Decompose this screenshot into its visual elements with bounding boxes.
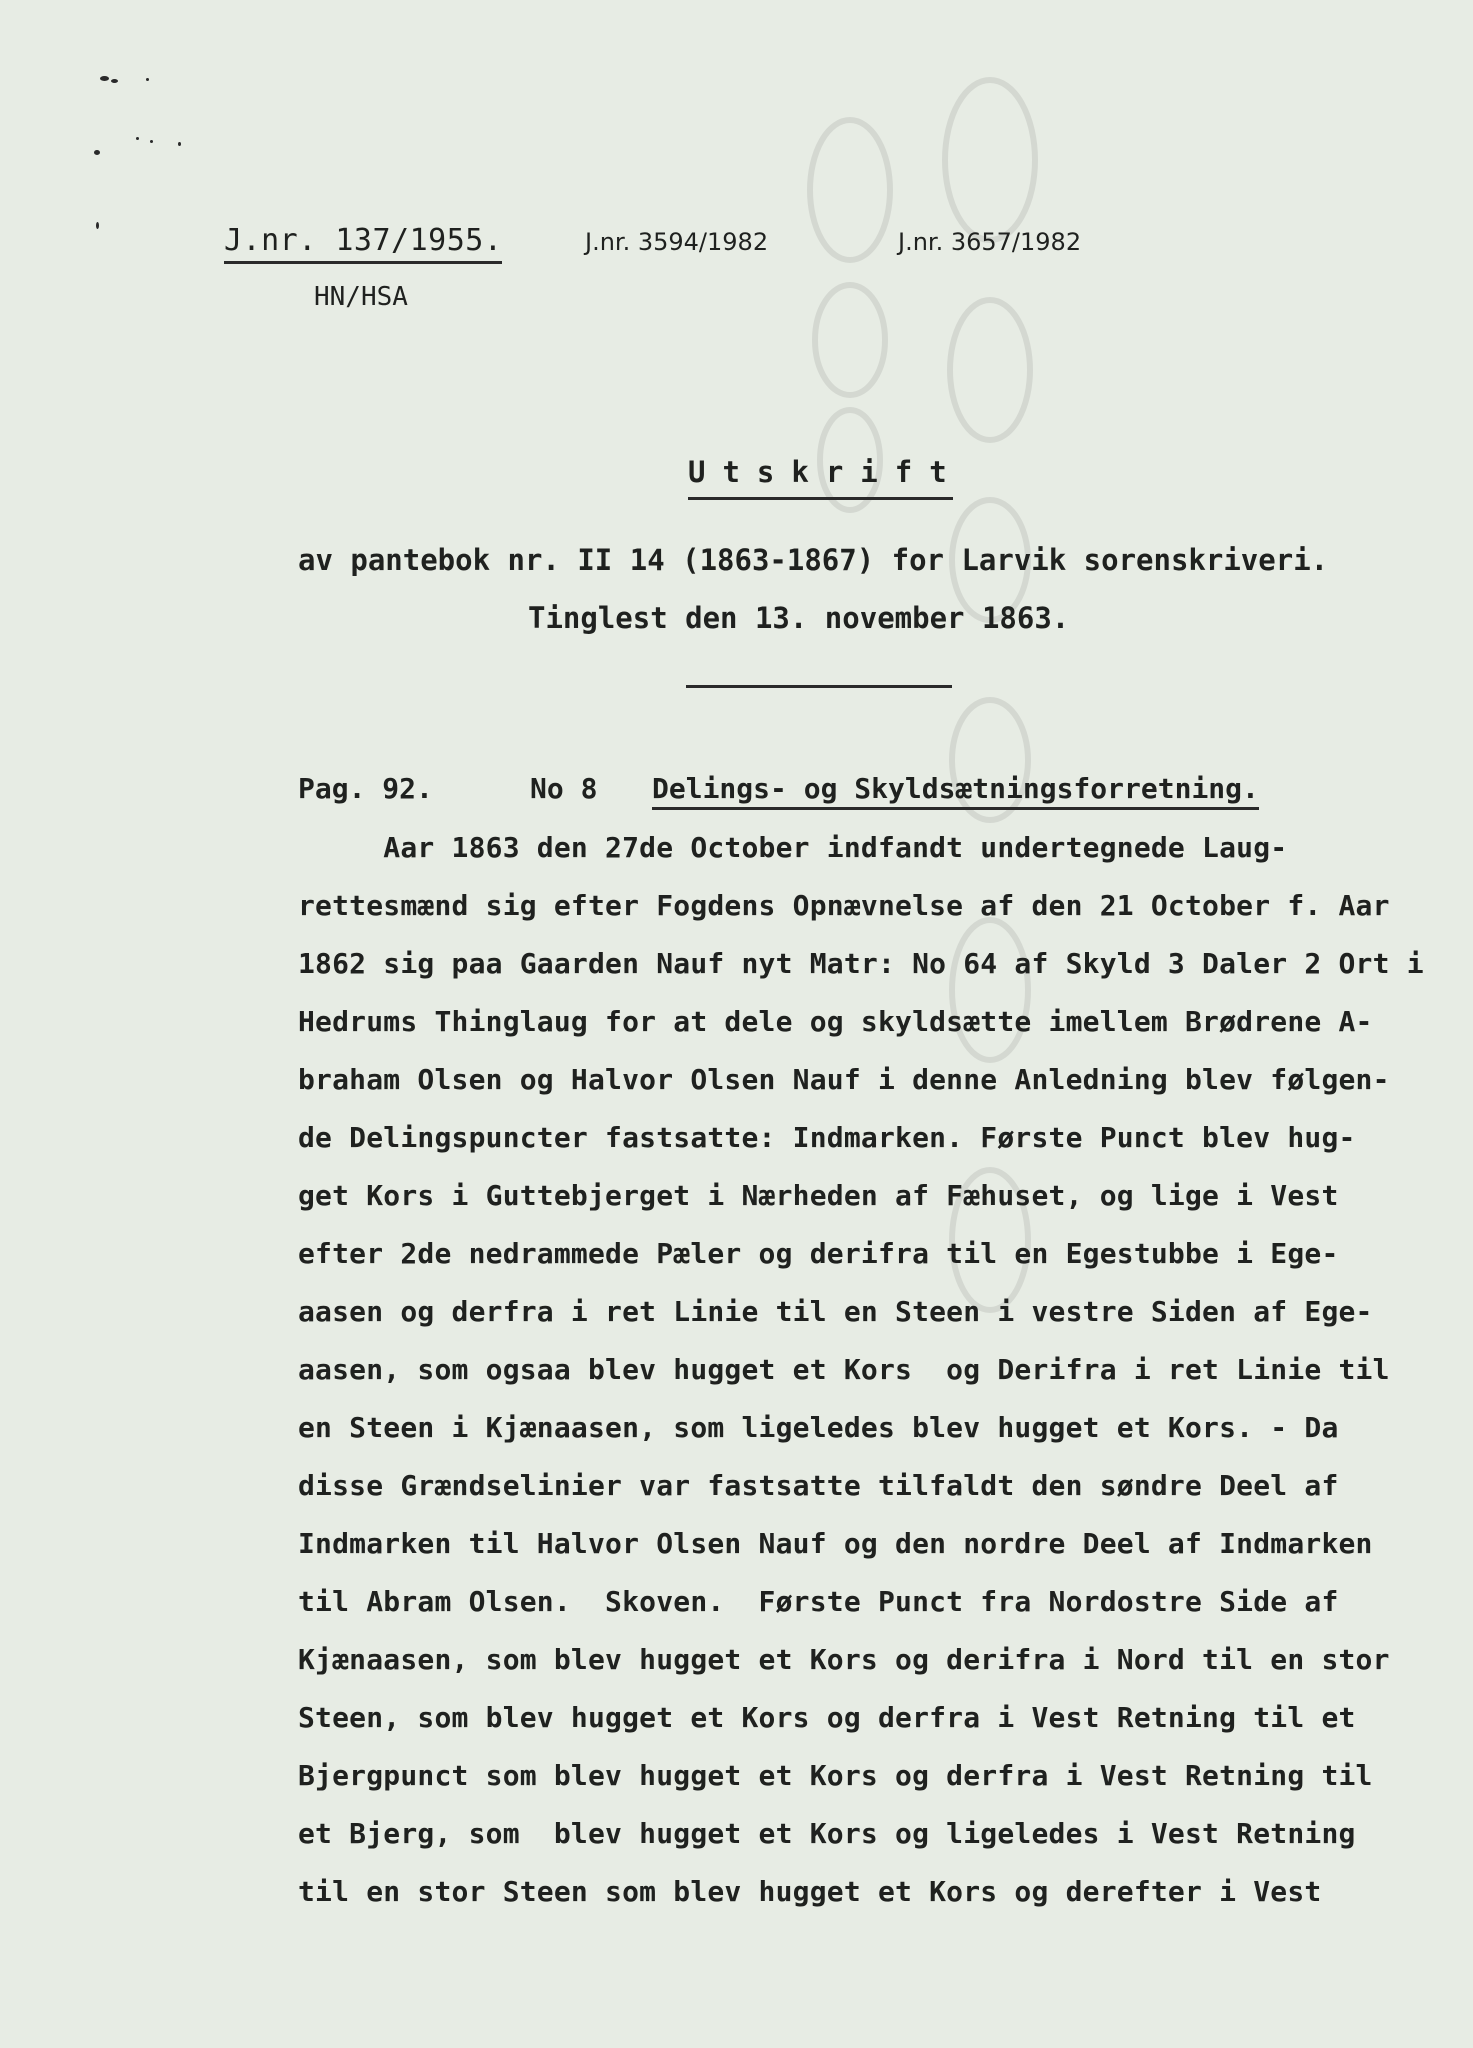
body-line: aasen, som ogsaa blev hugget et Kors og Derifra i ret Linie til (298, 1353, 1390, 1386)
margin-speck (150, 140, 153, 143)
journal-number-stamp-1: J.nr. 3594/1982 (585, 228, 769, 256)
entry-heading: Delings- og Skyldsætningsforretning. (652, 771, 1259, 810)
body-line: de Delingspuncter fastsatte: Indmarken. Første Punct blev hug- (298, 1121, 1356, 1154)
entry-number: No 8 (530, 772, 598, 805)
page-reference: Pag. 92. (298, 772, 433, 805)
body-line: Kjænaasen, som blev hugget et Kors og derifra i Nord til en stor (298, 1643, 1390, 1676)
journal-number-main: J.nr. 137/1955. (224, 223, 502, 264)
body-line: til en stor Steen som blev hugget et Kors og derefter i Vest (298, 1875, 1322, 1908)
body-line: Bjergpunct som blev hugget et Kors og derfra i Vest Retning til (298, 1759, 1373, 1792)
body-line: Steen, som blev hugget et Kors og derfra i Vest Retning til et (298, 1701, 1356, 1734)
margin-speck (96, 222, 99, 229)
margin-speck (146, 78, 149, 81)
body-line: et Bjerg, som blev hugget et Kors og ligeledes i Vest Retning (298, 1817, 1356, 1850)
body-line: efter 2de nedrammede Pæler og derifra til en Egestubbe i Ege- (298, 1237, 1339, 1270)
body-line: rettesmænd sig efter Fogdens Opnævnelse af den 21 October f. Aar (298, 889, 1390, 922)
document-title: Utskrift (688, 455, 964, 489)
body-line: braham Olsen og Halvor Olsen Nauf i denne Anledning blev følgen- (298, 1063, 1390, 1096)
margin-speck (111, 79, 118, 83)
body-line: 1862 sig paa Gaarden Nauf nyt Matr: No 64 af Skyld 3 Daler 2 Ort i (298, 947, 1424, 980)
body-line: aasen og derfra i ret Linie til en Steen i vestre Siden af Ege- (298, 1295, 1373, 1328)
subtitle-line-2: Tinglest den 13. november 1863. (528, 601, 1070, 635)
body-line: en Steen i Kjænaasen, som ligeledes blev hugget et Kors. - Da (298, 1411, 1339, 1444)
margin-speck (94, 150, 100, 155)
title-underline (688, 497, 953, 500)
body-line: Hedrums Thinglaug for at dele og skyldsætte imellem Brødrene A- (298, 1005, 1373, 1038)
margin-speck (100, 76, 109, 81)
body-line: Indmarken til Halvor Olsen Nauf og den nordre Deel af Indmarken (298, 1527, 1373, 1560)
margin-speck (178, 142, 181, 146)
subtitle-line-1: av pantebok nr. II 14 (1863-1867) for Larvik sorenskriveri. (298, 543, 1329, 577)
body-line: disse Grændselinier var fastsatte tilfaldt den søndre Deel af (298, 1469, 1339, 1502)
journal-number-stamp-2: J.nr. 3657/1982 (898, 228, 1082, 256)
body-line: Aar 1863 den 27de October indfandt undertegnede Laug- (298, 831, 1288, 864)
body-line: get Kors i Guttebjerget i Nærheden af Fæhuset, og lige i Vest (298, 1179, 1339, 1212)
separator-rule (686, 685, 952, 688)
initials: HN/HSA (314, 282, 408, 312)
body-line: til Abram Olsen. Skoven. Første Punct fra Nordostre Side af (298, 1585, 1339, 1618)
margin-speck (136, 137, 139, 140)
